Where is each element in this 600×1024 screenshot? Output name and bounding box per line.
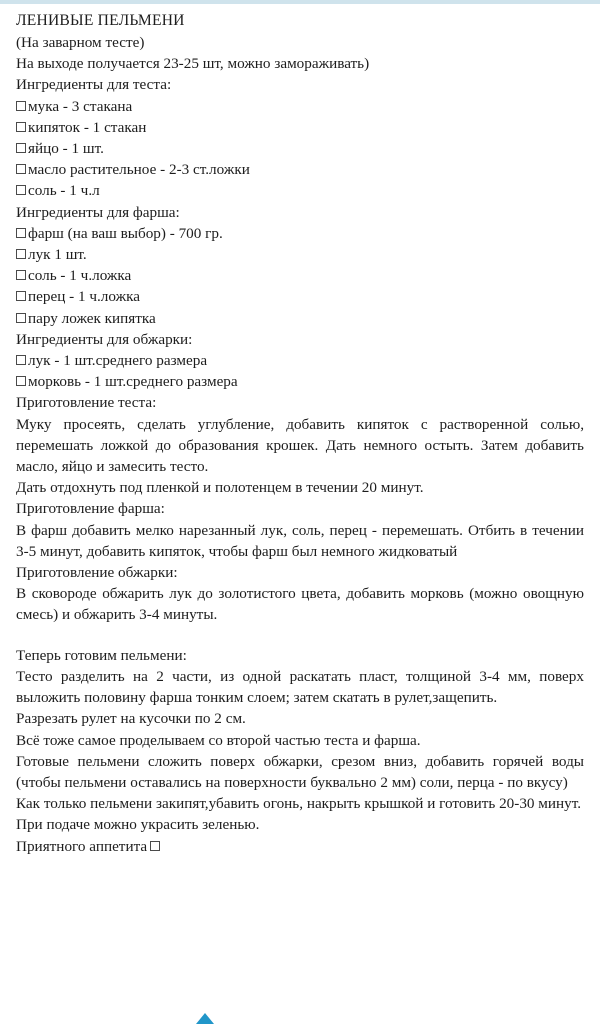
dough-prep-paragraph-1: Муку просеять, сделать углубление, добавить кипяток с растворенной солью, перемешать ложкой до образования крошек. Дать немного остыть. Затем добавить масло, яйцо и замесить тесто. [16,415,584,476]
checkbox-icon [16,355,26,365]
checkbox-icon [16,228,26,238]
checkbox-icon [16,122,26,132]
dough-prep-heading: Приготовление теста: [16,394,157,412]
list-item [16,265,584,286]
page-subtitle: (На заварном тесте) [16,34,145,51]
final-paragraph-1: Тесто разделить на 2 части, из одной раскатать пласт, толщиной 3-4 мм, поверх выложить половину фарша тонким слоем; затем скатать в рулет,защепить. [16,667,584,707]
list-item [16,96,584,117]
document-content [0,4,600,857]
final-paragraph-6: При подаче можно украсить зеленью. [16,816,260,834]
filling-prep-heading: Приготовление фарша: [16,500,165,518]
list-item [16,117,584,138]
list-item-label: масло растительное - 2-3 ст.ложки [28,161,250,179]
list-item-label: морковь - 1 шт.среднего размера [28,373,238,391]
dough-prep-paragraph-2: Дать отдохнуть под пленкой и полотенцем в течении 20 минут. [16,479,424,497]
checkbox-icon [16,249,26,259]
list-item-label: лук - 1 шт.среднего размера [28,352,208,370]
page-title: ЛЕНИВЫЕ ПЕЛЬМЕНИ [16,12,185,29]
dough-ingredients-heading: Ингредиенты для теста: [16,76,172,94]
checkbox-icon [16,291,26,301]
roast-prep-heading: Приготовление обжарки: [16,564,178,582]
roast-ingredients-heading: Ингредиенты для обжарки: [16,330,193,348]
roast-prep-paragraph-1: В сковороде обжарить лук до золотистого цвета, добавить морковь (можно овощную смесь) и обжарить 3-4 минуты. [16,585,584,624]
list-item [16,286,584,307]
list-item-label: яйцо - 1 шт. [28,140,104,158]
checkbox-icon [16,164,26,174]
list-item [16,223,584,244]
final-paragraph-2: Разрезать рулет на кусочки по 2 см. [16,710,246,728]
closing-line [16,836,584,857]
list-item-label: соль - 1 ч.ложка [28,267,132,285]
checkbox-icon [16,376,26,386]
checkbox-icon [16,101,26,111]
filling-prep-paragraph-1: В фарш добавить мелко нарезанный лук, соль, перец - перемешать. Отбить в течении 3-5 минут, добавить кипяток, чтобы фарш был немного жидковатый [16,521,584,560]
checkbox-icon [16,185,26,195]
list-item-label: фарш (на ваш выбор) - 700 гр. [28,224,223,242]
list-item [16,244,584,265]
closing-label: Приятного аппетита [16,837,148,855]
filling-ingredients-heading: Ингредиенты для фарша: [16,203,180,221]
list-item-label: мука - 3 стакана [28,97,133,115]
list-item [16,308,584,329]
list-item [16,371,584,392]
yield-note: На выходе получается 23-25 шт, можно замораживать) [16,55,370,73]
final-paragraph-3: Всё тоже самое проделываем со второй частью теста и фарша. [16,731,421,749]
scroll-up-arrow-icon[interactable] [196,1013,214,1024]
final-paragraph-4: Готовые пельмени сложить поверх обжарки, срезом вниз, добавить горячей воды (чтобы пельмени оставались на поверхности буквально 2 мм) соли, перца - по вкусу) [16,752,584,791]
final-steps-heading: Теперь готовим пельмени: [16,646,187,664]
checkbox-icon [16,143,26,153]
list-item [16,180,584,201]
list-item-label: пару ложек кипятка [28,309,156,327]
list-item-label: кипяток - 1 стакан [28,118,147,136]
list-item [16,350,584,371]
list-item-label: соль - 1 ч.л [28,182,100,200]
checkbox-icon [150,841,160,851]
final-paragraph-5: Как только пельмени закипят,убавить огонь, накрыть крышкой и готовить 20-30 минут. [16,795,582,813]
checkbox-icon [16,313,26,323]
checkbox-icon [16,270,26,280]
list-item-label: лук 1 шт. [28,246,87,264]
list-item-label: перец - 1 ч.ложка [28,288,140,306]
paragraph-spacer [16,626,584,645]
list-item [16,138,584,159]
list-item [16,159,584,180]
